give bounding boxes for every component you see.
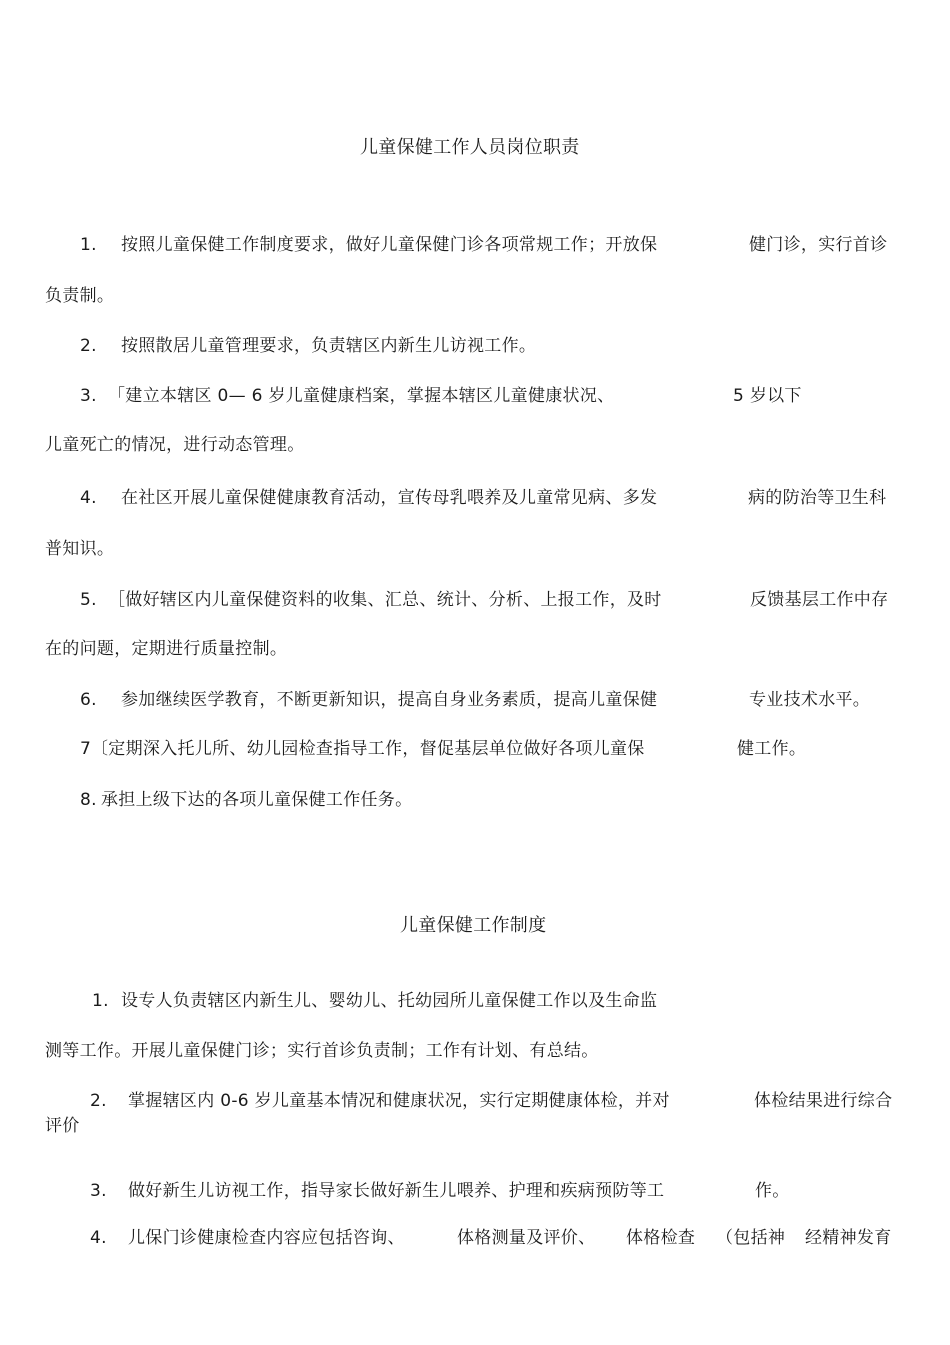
item-text: 掌握辖区内 0-6 岁儿童基本情况和健康状况，实行定期健康体检，并对 (128, 1091, 670, 1111)
item-text-continued: 作。 (755, 1181, 790, 1201)
item-text: 承担上级下达的各项儿童保健工作任务。 (101, 790, 413, 810)
item-number: 1. (92, 991, 109, 1011)
item-number: 7 (80, 739, 92, 759)
item-text: 按照散居儿童管理要求，负责辖区内新生儿访视工作。 (121, 336, 537, 356)
item-text-continued: 体格测量及评价、 (457, 1228, 596, 1248)
item-number: 2. (90, 1091, 107, 1111)
item-number: 1. (80, 235, 97, 255)
item-text-continued: 5 岁以下 (733, 386, 802, 406)
item-text-wrap: 儿童死亡的情况，进行动态管理。 (45, 435, 305, 455)
item-text: 儿保门诊健康检查内容应包括咨询、 (128, 1228, 405, 1248)
item-number: 5. (80, 590, 97, 610)
item-text-continued: 体格检查 (626, 1228, 696, 1248)
section-title-duties: 儿童保健工作人员岗位职责 (360, 137, 580, 158)
item-text: 按照儿童保健工作制度要求，做好儿童保健门诊各项常规工作；开放保 (121, 235, 658, 255)
item-text-continued: 体检结果进行综合 (754, 1091, 893, 1111)
item-number: 8. (80, 790, 97, 810)
item-number: 4. (80, 488, 97, 508)
item-text: 参加继续医学教育，不断更新知识，提高自身业务素质，提高儿童保健 (121, 690, 658, 710)
item-number: 2. (80, 336, 97, 356)
section-title-system: 儿童保健工作制度 (400, 915, 547, 936)
item-text-continued: 健工作。 (737, 739, 807, 759)
item-text-continued: 反馈基层工作中存 (750, 590, 889, 610)
item-number: 4. (90, 1228, 107, 1248)
item-number: 3. (80, 386, 97, 406)
item-text-wrap: 负责制。 (45, 286, 115, 306)
item-text-continued: 经精神发育 (805, 1228, 892, 1248)
item-text-wrap: 在的问题，定期进行质量控制。 (45, 639, 288, 659)
item-text: 「建立本辖区 0— 6 岁儿童健康档案，掌握本辖区儿童健康状况、 (108, 386, 615, 406)
item-text-wrap: 评价 (45, 1116, 80, 1136)
item-text-continued: 健门诊，实行首诊 (749, 235, 888, 255)
item-text-continued: （包括神 (716, 1228, 786, 1248)
item-text: ［做好辖区内儿童保健资料的收集、汇总、统计、分析、上报工作，及时 (108, 590, 662, 610)
item-text-continued: 专业技术水平。 (749, 690, 871, 710)
item-text-continued: 病的防治等卫生科 (748, 488, 887, 508)
item-text: 〔定期深入托儿所、幼儿园检查指导工作，督促基层单位做好各项儿童保 (91, 739, 645, 759)
item-number: 6. (80, 690, 97, 710)
item-text: 在社区开展儿童保健健康教育活动，宣传母乳喂养及儿童常见病、多发 (121, 488, 658, 508)
item-text-wrap: 普知识。 (45, 539, 115, 559)
item-text-wrap: 测等工作。开展儿童保健门诊；实行首诊负责制；工作有计划、有总结。 (45, 1041, 599, 1061)
item-number: 3. (90, 1181, 107, 1201)
item-text: 设专人负责辖区内新生儿、婴幼儿、托幼园所儿童保健工作以及生命监 (121, 991, 658, 1011)
item-text: 做好新生儿访视工作，指导家长做好新生儿喂养、护理和疾病预防等工 (128, 1181, 665, 1201)
